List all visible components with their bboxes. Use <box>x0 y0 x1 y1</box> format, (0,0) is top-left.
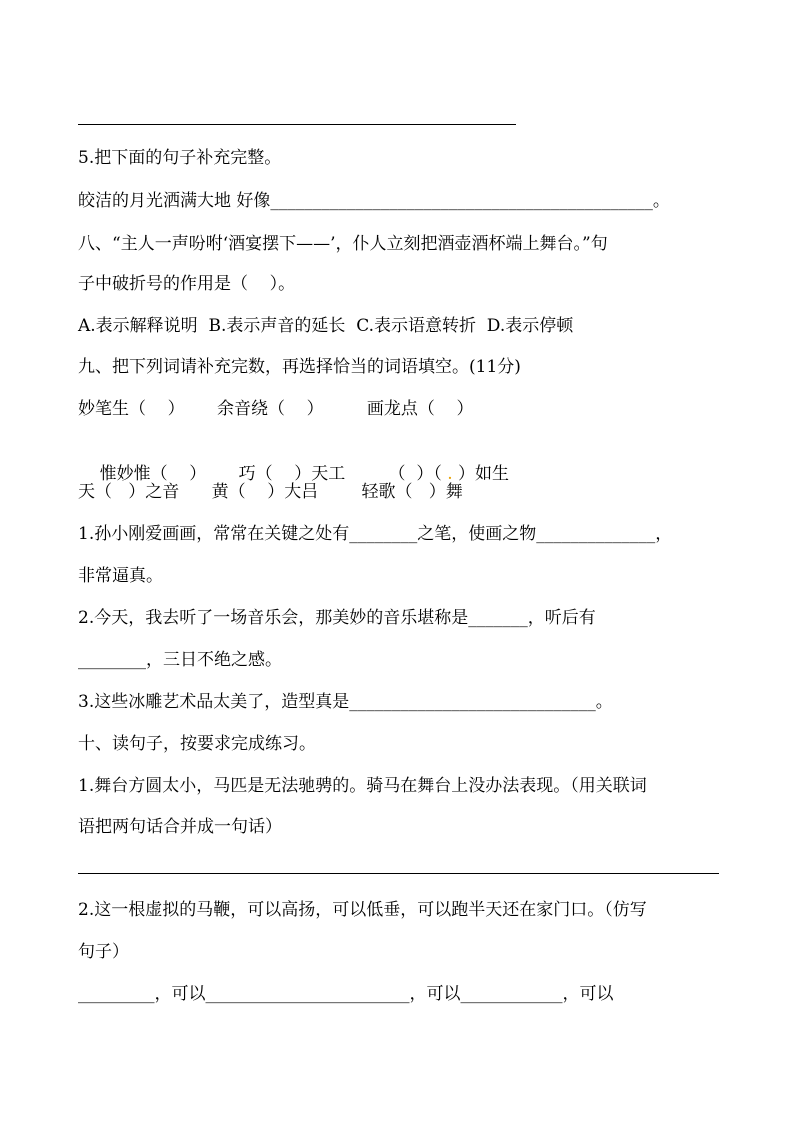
section-10-q2-cont: 句子） <box>78 942 129 962</box>
section-8-question-cont: 子中破折号的作用是（ ）。 <box>78 274 296 294</box>
fill-sentence-2: 2.今天，我去听了一场音乐会，那美妙的音乐堪称是_______，听后有 <box>78 608 596 628</box>
fill-sentence-3: 3.这些冰雕艺术品太美了，造型真是_____________________________。 <box>78 692 613 712</box>
idiom-row-1: 妙笔生（ ） 余音绕（ ） 画龙点（ ） <box>78 399 474 419</box>
idiom-row-2 <box>78 438 510 484</box>
fill-sentence-1-cont: 非常逼真。 <box>78 566 163 586</box>
section-8-options: A.表示解释说明 B.表示声音的延长 C.表示语意转折 D.表示停顿 <box>78 316 574 336</box>
idiom-row-2-text: 惟妙惟（ ） 巧（ ）天工 （ ）（ <box>99 464 448 484</box>
answer-line-q1 <box>78 873 719 874</box>
orange-dot-mark: . <box>447 464 453 484</box>
section-10-q2-answer: _________，可以________________________，可以____________，可以 <box>78 984 614 1004</box>
section-10-title: 十、读句子，按要求完成练习。 <box>78 734 316 754</box>
fill-sentence-1: 1.孙小刚爱画画，常常在关键之处有________之笔，使画之物______________， <box>78 524 673 544</box>
section-10-q1: 1.舞台方圆太小，马匹是无法驰骋的。骑马在舞台上没办法表现。（用关联词 <box>78 776 647 796</box>
section-10-q1-cont: 语把两句话合并成一句话） <box>78 817 282 837</box>
section-9-title: 九、把下列词请补充完数，再选择恰当的词语填空。(11分) <box>78 357 521 377</box>
idiom-row-3: 天（ ）之音 黄（ ）大吕 轻歌（ ）舞 <box>78 482 463 502</box>
answer-line-top <box>78 124 516 125</box>
question-5-sentence: 皎洁的月光洒满大地 好像_____________________________________________。 <box>78 191 670 211</box>
section-8-question: 八、“主人一声吩咐‘酒宴摆下——’，仆人立刻把酒壶酒杯端上舞台。”句 <box>78 234 608 254</box>
idiom-row-2-end: ）如生 <box>452 464 510 484</box>
section-10-q2: 2.这一根虚拟的马鞭，可以高扬，可以低垂，可以跑半天还在家门口。（仿写 <box>78 900 647 920</box>
fill-sentence-2-cont: ________，三日不绝之感。 <box>78 650 282 670</box>
question-5-title: 5.把下面的句子补充完整。 <box>78 148 282 168</box>
